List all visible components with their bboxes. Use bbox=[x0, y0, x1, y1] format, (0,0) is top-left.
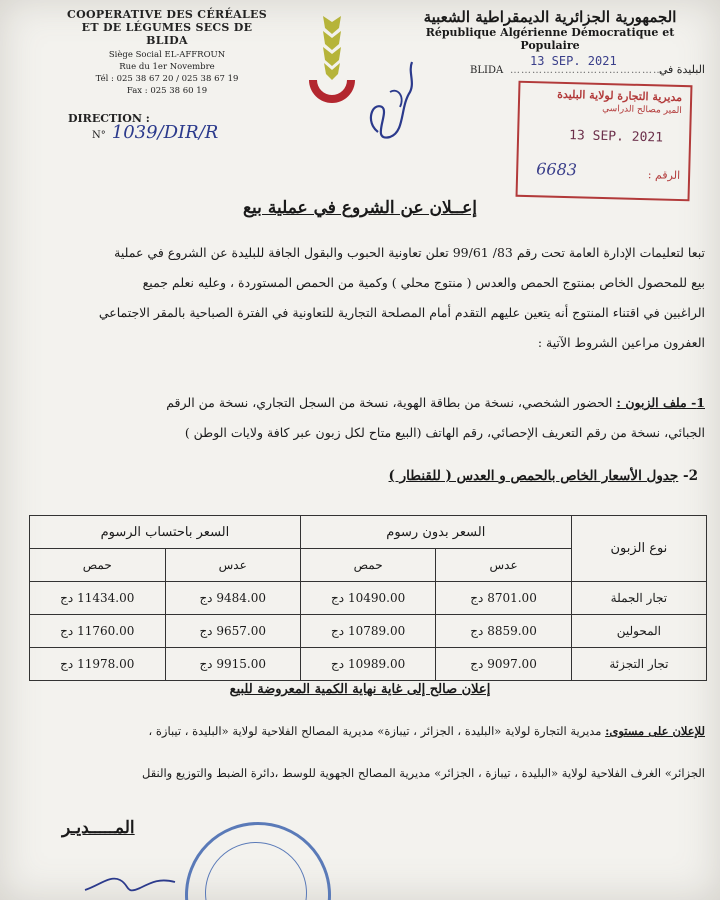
table-header-row bbox=[30, 516, 707, 549]
customer-file-text-1: الحضور الشخصي، نسخة من بطاقة الهوية، نسخة من السجل التجاري، نسخة من الرقم bbox=[166, 395, 613, 410]
lentil-price-with-tax: 9484.00 دج bbox=[165, 582, 300, 615]
distribution-label: للإعلان على مستوى: bbox=[605, 724, 705, 738]
subheader-lentils-with-tax: عدس bbox=[165, 549, 300, 582]
republic-header bbox=[400, 8, 700, 52]
validity-note: إعلان صالح إلى غاية نهاية الكمية المعروضة للبيع bbox=[229, 682, 491, 697]
cooperative-logo-icon bbox=[303, 14, 361, 110]
header-price-no-tax: السعر بدون رسوم bbox=[300, 516, 571, 549]
subheader-lentils-no-tax: عدس bbox=[436, 549, 571, 582]
lentil-price-no-tax: 8859.00 دج bbox=[436, 615, 571, 648]
handwritten-signature-icon bbox=[360, 52, 420, 147]
fax-number: Fax : 025 38 60 19 bbox=[126, 86, 208, 96]
subheader-chickpeas-no-tax: حمص bbox=[300, 549, 436, 582]
intro-line-3: الراغبين في اقتناء المنتوج أنه يتعين عليهم التقدم أمام المصلحة التجارية للتعاونية في الفترة الصباحية بالمقر الاجتماعي bbox=[98, 305, 705, 320]
table-row bbox=[30, 582, 707, 615]
price-table bbox=[29, 515, 707, 681]
reference-no-label: N° bbox=[92, 130, 106, 141]
intro-line-4: العفرون مراعين الشروط الآتية : bbox=[537, 335, 705, 350]
republic-name-french: République Algérienne Démocratique et Populaire bbox=[425, 26, 675, 52]
customer-retailers: تجار التجزئة bbox=[571, 648, 706, 681]
announcement-title: إعــلان عن الشروع في عملية بيع bbox=[243, 198, 477, 218]
customer-file-text-2: الجبائي، نسخة من رقم التعريف الإحصائي، رقم الهاتف (البيع متاح لكل زبون عبر كافة ولايات الوطن ) bbox=[184, 425, 705, 440]
customer-file-section bbox=[40, 390, 705, 445]
distribution-line-1 bbox=[40, 724, 705, 738]
document-date: 13 SEP. 2021 bbox=[530, 54, 617, 68]
chickpea-price-no-tax: 10490.00 دج bbox=[300, 582, 436, 615]
place-label: BLIDA bbox=[470, 65, 504, 76]
chickpea-price-with-tax: 11760.00 دج bbox=[30, 615, 166, 648]
intro-paragraph bbox=[40, 240, 705, 355]
cooperative-header bbox=[62, 8, 272, 97]
customer-file-label: 1- ملف الزبون : bbox=[616, 395, 705, 410]
chickpea-price-no-tax: 10989.00 دج bbox=[300, 648, 436, 681]
table-row bbox=[30, 615, 707, 648]
place-label-arabic: البليدة في bbox=[658, 63, 705, 76]
price-table-title: جدول الأسعار الخاص بالحمص و العدس ( للقنطار ) bbox=[388, 468, 679, 484]
stamp-number: 6683 bbox=[536, 159, 578, 180]
subheader-chickpeas-with-tax: حمص bbox=[30, 549, 166, 582]
chickpea-price-with-tax: 11978.00 دج bbox=[30, 648, 166, 681]
chickpea-price-with-tax: 11434.00 دج bbox=[30, 582, 166, 615]
customer-processors: المحولين bbox=[571, 615, 706, 648]
reference-handwritten: 1039/DIR/R bbox=[111, 122, 219, 143]
stamp-date: 13 SEP. 2021 bbox=[568, 128, 664, 146]
cooperative-name-line1: COOPERATIVE DES CÉRÉALES bbox=[67, 8, 267, 21]
street-address: Rue du 1er Novembre bbox=[119, 62, 215, 72]
stamp-ref-label: الرقم : bbox=[647, 168, 681, 183]
customer-file-line-1 bbox=[40, 390, 705, 415]
direction-label: DIRECTION : bbox=[68, 112, 150, 125]
lentil-price-no-tax: 9097.00 دج bbox=[436, 648, 571, 681]
dotted-leader: …………………………………… bbox=[510, 65, 664, 76]
intro-line-2: بيع للمحصول الخاص بمنتوج الحمص والعدس ( منتوج محلي ) وكمية من الحمص المستوردة ، وعليه نعلم جميع bbox=[142, 275, 705, 290]
reference-number bbox=[92, 122, 218, 143]
distribution-text-1: مديرية التجارة لولاية «البليدة ، الجزائر ، تيبازة» مديرية المصالح الفلاحية لولاية «البليدة ، تيبازة ، bbox=[148, 724, 602, 738]
table-row bbox=[30, 648, 707, 681]
lentil-price-with-tax: 9657.00 دج bbox=[165, 615, 300, 648]
header-price-with-tax: السعر باحتساب الرسوم bbox=[30, 516, 301, 549]
chickpea-price-no-tax: 10789.00 دج bbox=[300, 615, 436, 648]
director-title: المـــــديـر bbox=[62, 818, 135, 838]
price-table-number: 2- bbox=[682, 468, 698, 484]
header-customer-type: نوع الزبون bbox=[571, 516, 706, 582]
intro-line-1: تبعا لتعليمات الإدارة العامة تحت رقم 83/ 99/61 تعلن تعاونية الحبوب والبقول الجافة للبليدة عن الشروع في عملية bbox=[114, 245, 705, 260]
lentil-price-with-tax: 9915.00 دج bbox=[165, 648, 300, 681]
distribution-text-2: الجزائر» الغرف الفلاحية لولاية «البليدة ، تيبازة ، الجزائر» مديرية المصالح الجهوية للوسط ،دائرة الضبط والتوزيع والنقل bbox=[141, 766, 705, 780]
phone-numbers: Tél : 025 38 67 20 / 025 38 67 19 bbox=[95, 74, 239, 84]
director-signature-icon bbox=[80, 860, 180, 900]
stamp-service: المير مصالح الدراسي bbox=[602, 103, 682, 117]
republic-name-arabic: الجمهورية الجزائرية الديمقراطية الشعبية bbox=[423, 8, 677, 26]
lentil-price-no-tax: 8701.00 دج bbox=[436, 582, 571, 615]
cooperative-name-line2: ET DE LÉGUMES SECS DE BLIDA bbox=[81, 21, 253, 47]
head-office: Siège Social EL-AFFROUN bbox=[108, 50, 226, 60]
stamp-authority: مديرية التجارة لولاية البليدة bbox=[557, 87, 683, 105]
price-table-heading bbox=[389, 468, 698, 484]
customer-wholesalers: تجار الجملة bbox=[571, 582, 706, 615]
received-stamp bbox=[516, 81, 693, 202]
